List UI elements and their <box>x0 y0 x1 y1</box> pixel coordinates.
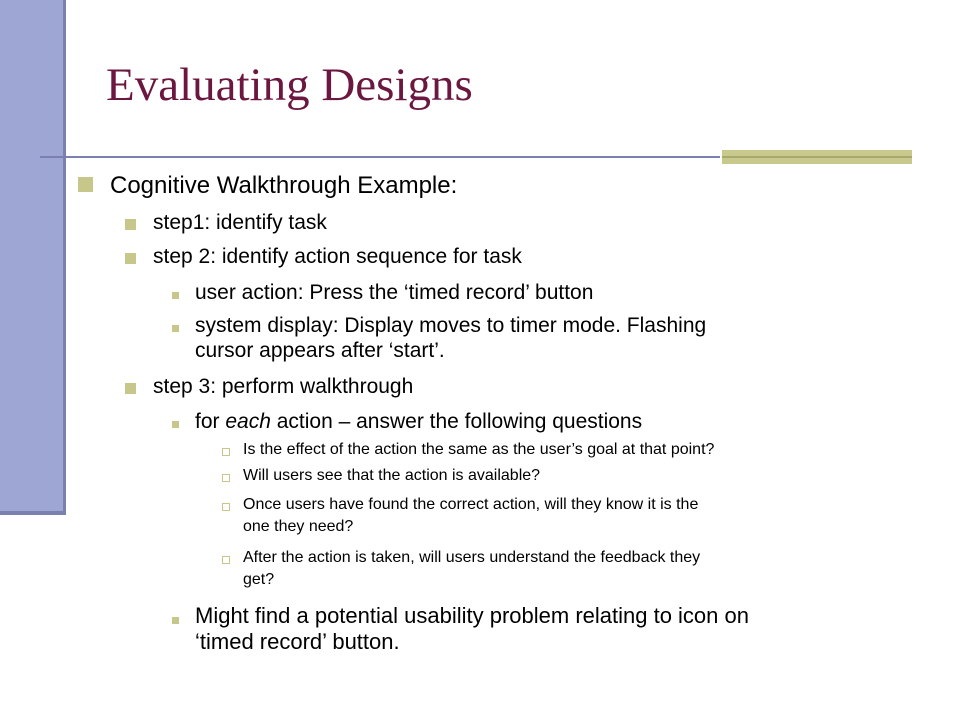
question3-bullet-line2: one they need? <box>243 518 354 535</box>
system-display-bullet-line1: system display: Display moves to timer mode. Flashing <box>195 314 707 337</box>
question3-bullet-line1: Once users have found the correct action, will they know it is the <box>243 496 699 513</box>
question1-bullet: Is the effect of the action the same as the user’s goal at that point? <box>243 441 715 458</box>
system-display-bullet-line2: cursor appears after ‘start’. <box>195 339 445 362</box>
question2-bullet: Will users see that the action is available? <box>243 467 541 484</box>
for-each-emphasis: each <box>225 410 271 433</box>
square-bullet-icon <box>222 556 230 564</box>
for-prefix: for <box>195 410 226 433</box>
step2-bullet: step 2: identify action sequence for task <box>153 245 522 268</box>
decorative-sidebar-shadow <box>0 511 66 515</box>
for-suffix: action – answer the following questions <box>270 410 643 433</box>
square-bullet-icon <box>222 503 230 511</box>
square-bullet-icon <box>172 421 179 428</box>
heading-bullet: Cognitive Walkthrough Example: <box>110 172 458 199</box>
user-action-bullet: user action: Press the ‘timed record’ button <box>195 281 594 304</box>
decorative-sidebar-edge <box>63 0 66 515</box>
accent-bar-line <box>722 156 912 158</box>
decorative-sidebar <box>0 0 63 511</box>
question4-bullet-line2: get? <box>243 571 275 588</box>
square-bullet-icon <box>222 448 230 456</box>
square-bullet-icon <box>125 383 136 394</box>
square-bullet-icon <box>172 617 179 624</box>
square-bullet-icon <box>172 325 179 332</box>
square-bullet-icon <box>172 292 179 299</box>
title-divider <box>40 156 720 158</box>
step1-bullet: step1: identify task <box>153 211 327 234</box>
for-each-bullet <box>195 410 642 434</box>
square-bullet-icon <box>125 219 136 230</box>
problem-bullet-line1: Might find a potential usability problem relating to icon on <box>195 603 749 628</box>
square-bullet-icon <box>125 253 136 264</box>
slide-title: Evaluating Designs <box>106 59 473 111</box>
square-bullet-icon <box>78 177 93 192</box>
step3-bullet: step 3: perform walkthrough <box>153 375 414 398</box>
square-bullet-icon <box>222 474 230 482</box>
question4-bullet-line1: After the action is taken, will users understand the feedback they <box>243 549 701 566</box>
problem-bullet-line2: ‘timed record’ button. <box>195 629 400 654</box>
